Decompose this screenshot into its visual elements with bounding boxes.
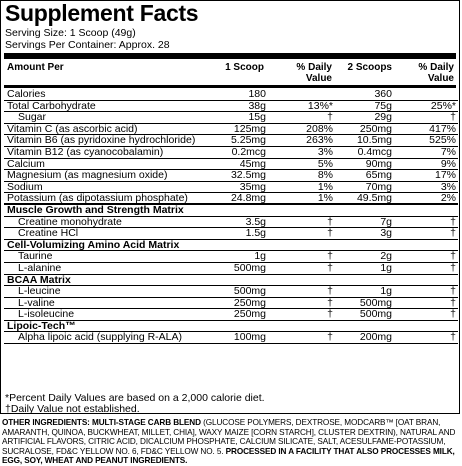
daily-value-1-scoop: † (327, 261, 333, 274)
daily-value-1-scoop: † (327, 215, 333, 228)
row-label: Vitamin C (as ascorbic acid) (7, 122, 138, 135)
col-1-scoop-header: 1 Scoop (225, 62, 264, 73)
amount-2-scoops: 75g (374, 99, 392, 112)
daily-value-1-scoop: 1% (317, 192, 333, 205)
nutrient-row (4, 263, 458, 275)
amount-2-scoops: 3g (380, 227, 392, 240)
nutrient-row (4, 89, 458, 101)
nutrient-row (4, 228, 458, 240)
row-label: Alpha lipoic acid (supplying R-ALA) (18, 331, 182, 344)
amount-2-scoops: 49.5mg (356, 192, 392, 205)
daily-value-1-scoop: 13%* (307, 99, 333, 112)
amount-2-scoops: 2g (380, 250, 392, 263)
daily-value-2-scoops: † (450, 261, 456, 274)
amount-1-scoop: 24.8mg (230, 192, 266, 205)
nutrient-row (4, 147, 458, 159)
allergen-statement: PROCESSED IN A FACILITY THAT ALSO PROCESSES MILK, EGG, SOY, WHEAT AND PEANUT INGREDIENTS. (2, 446, 455, 466)
amount-1-scoop: 250mg (233, 308, 266, 321)
daily-value-2-scoops: 3% (440, 180, 456, 193)
amount-2-scoops: 1g (380, 261, 392, 274)
daily-value-1-scoop: † (327, 308, 333, 321)
nutrient-row (4, 332, 458, 344)
row-label: Calcium (7, 157, 45, 170)
amount-2-scoops: 200mg (359, 331, 392, 344)
col-dv1-header-a: % Daily (296, 62, 332, 73)
amount-1-scoop: 500mg (233, 285, 266, 298)
row-label: Sodium (7, 180, 43, 193)
daily-value-1-scoop: † (327, 296, 333, 309)
row-label: Cell-Volumizing Amino Acid Matrix (7, 238, 180, 251)
row-label: BCAA Matrix (7, 273, 71, 286)
daily-value-1-scoop: † (327, 250, 333, 263)
row-label: L-alanine (18, 261, 62, 274)
nutrient-row (4, 170, 458, 182)
amount-1-scoop: 5.25mg (230, 134, 266, 147)
row-label: Magnesium (as magnesium oxide) (7, 169, 168, 182)
amount-1-scoop: 3.5g (245, 215, 266, 228)
facts-table (4, 89, 458, 344)
daily-value-2-scoops: 7% (440, 145, 456, 158)
amount-2-scoops: 7g (380, 215, 392, 228)
amount-1-scoop: 0.2mcg (231, 145, 266, 158)
daily-value-2-scoops: 17% (434, 169, 456, 182)
daily-value-2-scoops: † (450, 215, 456, 228)
amount-1-scoop: 180 (248, 88, 266, 100)
daily-value-2-scoops: † (450, 331, 456, 344)
amount-1-scoop: 1g (254, 250, 266, 263)
daily-value-1-scoop: † (327, 227, 333, 240)
amount-2-scoops: 70mg (365, 180, 392, 193)
amount-1-scoop: 250mg (233, 296, 266, 309)
daily-value-2-scoops: † (450, 227, 456, 240)
daily-value-1-scoop: 5% (317, 157, 333, 170)
row-label: Muscle Growth and Strength Matrix (7, 203, 184, 216)
row-label: Creatine monohydrate (18, 215, 122, 228)
amount-2-scoops: 500mg (359, 308, 392, 321)
amount-2-scoops: 29g (374, 111, 392, 124)
thick-rule (4, 53, 456, 59)
col-dv1-header-b: Value (305, 73, 332, 84)
amount-2-scoops: 250mg (359, 122, 392, 135)
daily-value-2-scoops: 525% (429, 134, 456, 147)
col-2-scoops-header: 2 Scoops (347, 62, 392, 73)
daily-value-1-scoop: † (327, 285, 333, 298)
daily-value-1-scoop: 1% (317, 180, 333, 193)
col-dv2-header-b: Value (427, 73, 454, 84)
amount-per-header: Amount Per (7, 62, 64, 73)
daily-value-1-scoop: † (327, 111, 333, 124)
amount-1-scoop: 35mg (239, 180, 266, 193)
row-label: L-isoleucine (18, 308, 75, 321)
daily-value-1-scoop: 3% (317, 145, 333, 158)
daily-value-2-scoops: 25%* (430, 99, 456, 112)
amount-1-scoop: 15g (248, 111, 266, 124)
other-ingredients-text: (GLUCOSE POLYMERS, DEXTROSE, MODCARB™ [OAT BRAN, AMARANTH, QUINOA, BUCKWHEAT, MILLET, CHIA], WAXY MAIZE [CORN STARCH], CLUSTER DEXTRIN), NATURAL AND ARTIFICIAL FLAVORS, CITRIC ACID, DICALCIUM PHOSPHATE, CALCIUM SILICATE, SALT, ACESULFAME-POTASSIUM, SUCRALOSE, FD&C YELLOW NO. 6, FD&C YELLOW NO. 5. (2, 418, 456, 456)
row-label: Potassium (as dipotassium phosphate) (7, 192, 188, 205)
row-label: L-leucine (18, 285, 61, 298)
row-label: Total Carbohydrate (7, 99, 96, 112)
daily-value-1-scoop: 8% (317, 169, 333, 182)
amount-2-scoops: 90mg (365, 157, 392, 170)
row-label: Vitamin B6 (as pyridoxine hydrochloride) (7, 134, 196, 147)
amount-2-scoops: 10.5mg (356, 134, 392, 147)
row-label: Sugar (18, 111, 47, 124)
amount-1-scoop: 1.5g (245, 227, 266, 240)
amount-1-scoop: 32.5mg (230, 169, 266, 182)
amount-2-scoops: 0.4mcg (357, 145, 392, 158)
panel-title: Supplement Facts (5, 0, 199, 26)
section-header-row (4, 205, 458, 217)
daily-value-2-scoops: † (450, 296, 456, 309)
footnote-percent-dv: *Percent Daily Values are based on a 2,000 calorie diet. (5, 392, 265, 404)
amount-1-scoop: 125mg (233, 122, 266, 135)
other-ingredients (2, 418, 460, 466)
daily-value-1-scoop: 208% (306, 122, 333, 135)
amount-1-scoop: 100mg (233, 331, 266, 344)
daily-value-1-scoop: 263% (306, 134, 333, 147)
nutrient-row (4, 286, 458, 298)
daily-value-2-scoops: 2% (440, 192, 456, 205)
amount-2-scoops: 65mg (365, 169, 392, 182)
row-label: Vitamin B12 (as cyanocobalamin) (7, 145, 164, 158)
row-label: Creatine HCl (18, 227, 79, 240)
footnote-dv-not-established: †Daily Value not established. (5, 403, 140, 415)
row-label: L-valine (18, 296, 55, 309)
amount-2-scoops: 360 (374, 88, 392, 100)
daily-value-2-scoops: † (450, 250, 456, 263)
amount-1-scoop: 500mg (233, 261, 266, 274)
daily-value-1-scoop: † (327, 331, 333, 344)
daily-value-2-scoops: 9% (440, 157, 456, 170)
amount-1-scoop: 38g (248, 99, 266, 112)
servings-per-container: Servings Per Container: Approx. 28 (5, 39, 170, 51)
daily-value-2-scoops: † (450, 308, 456, 321)
row-label: Calories (7, 88, 46, 100)
amount-1-scoop: 45mg (239, 157, 266, 170)
col-dv2-header-a: % Daily (418, 62, 454, 73)
row-label: Lipoic-Tech™ (7, 319, 76, 332)
other-ingredients-label: OTHER INGREDIENTS: MULTI-STAGE CARB BLEND (2, 418, 201, 427)
serving-size: Serving Size: 1 Scoop (49g) (5, 27, 136, 39)
row-label: Taurine (18, 250, 53, 263)
amount-2-scoops: 1g (380, 285, 392, 298)
daily-value-2-scoops: 417% (429, 122, 456, 135)
daily-value-2-scoops: † (450, 285, 456, 298)
daily-value-2-scoops: † (450, 111, 456, 124)
amount-2-scoops: 500mg (359, 296, 392, 309)
